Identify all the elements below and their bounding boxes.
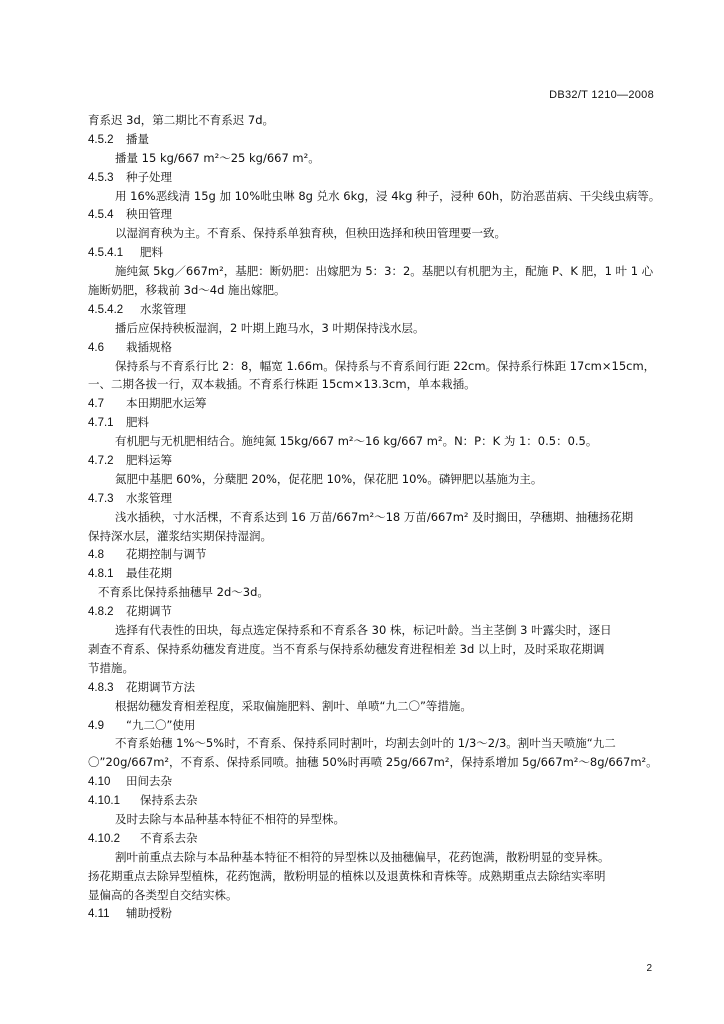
section-number: 4.7.1 xyxy=(88,417,114,430)
section-number: 4.7.3 xyxy=(88,492,114,505)
body-text-line: 以湿润育秧为主。不育系、保持系单独育秧，但秧田选择和秧田管理要一致。 xyxy=(115,226,506,241)
section-number: 4.5.4.2 xyxy=(88,303,124,316)
section-heading xyxy=(88,394,663,413)
section-title: 不育系去杂 xyxy=(140,830,198,845)
body-text-line: 保持深水层，灌浆结实期保持湿润。 xyxy=(88,528,272,543)
section-title: 播量 xyxy=(126,131,149,146)
section-heading xyxy=(88,829,663,848)
section-title: 田间去杂 xyxy=(126,774,172,789)
section-title: 种子处理 xyxy=(126,169,172,184)
body-text-line: 氮肥中基肥 60%，分蘖肥 20%，促花肥 10%，保花肥 10%。磷钾肥以基施为主。 xyxy=(115,471,543,486)
section-number: 4.11 xyxy=(88,908,110,921)
body-text-line: 施断奶肥，移栽前 3d～4d 施出嫁肥。 xyxy=(88,283,286,298)
body-text-line: 播后应保持秧板湿润，2 叶期上跑马水，3 叶期保持浅水层。 xyxy=(115,320,425,335)
section-number: 4.8.1 xyxy=(88,568,114,581)
section-heading xyxy=(88,564,663,583)
section-heading xyxy=(88,451,663,470)
section-number: 4.10.2 xyxy=(88,832,120,845)
section-number: 4.5.2 xyxy=(88,133,114,146)
section-number: 4.5.4 xyxy=(88,209,114,222)
section-title: 花期控制与调节 xyxy=(126,547,207,562)
section-title: 最佳花期 xyxy=(126,566,172,581)
section-title: “九二〇”使用 xyxy=(126,717,196,732)
section-number: 4.10 xyxy=(88,776,111,789)
section-heading xyxy=(88,772,663,791)
body-text-line: 施纯氮 5kg／667m²，基肥：断奶肥：出嫁肥为 5：3：2。基肥以有机肥为主，配施 P、K 肥，1 叶 1 心 xyxy=(115,264,654,279)
body-text-line: 〇”20g/667m²，不育系、保持系同喷。抽穗 50%时再喷 25g/667m²，保持系增加 5g/667m²～8g/667m²。 xyxy=(88,755,658,770)
section-title: 花期调节 xyxy=(126,604,172,619)
body-text-line: 根据幼穗发育相差程度，采取偏施肥料、割叶、单喷“九二〇”等措施。 xyxy=(115,698,472,713)
section-heading xyxy=(88,413,663,432)
body-text-line: 不育系比保持系抽穗早 2d～3d。 xyxy=(98,585,269,600)
section-title: 肥料 xyxy=(140,245,163,260)
body-text-line: 选择有代表性的田块，每点选定保持系和不育系各 30 株，标记叶龄。当主茎倒 3 叶露尖时，逐日 xyxy=(115,623,612,638)
section-heading xyxy=(88,678,663,697)
body-text-line: 一、二期各拔一行，双本栽插。不育系行株距 15cm×13.3cm，单本栽插。 xyxy=(88,377,476,392)
section-heading xyxy=(88,130,663,149)
section-heading xyxy=(88,602,663,621)
section-title: 本田期肥水运筹 xyxy=(126,396,207,411)
section-title: 水浆管理 xyxy=(140,301,186,316)
section-number: 4.5.3 xyxy=(88,171,114,184)
section-title: 花期调节方法 xyxy=(126,679,195,694)
body-text-line: 及时去除与本品种基本特征不相符的异型株。 xyxy=(115,811,345,826)
section-heading xyxy=(88,904,663,923)
body-text-line: 浅水插秧，寸水活棵，不育系达到 16 万苗/667m²～18 万苗/667m² 及时搁田，孕穗期、抽穗扬花期 xyxy=(115,509,634,524)
section-heading xyxy=(88,168,663,187)
body-text-line: 不育系始穗 1%～5%时，不育系、保持系同时割叶，均割去剑叶的 1/3～2/3。割叶当天喷施“九二 xyxy=(115,736,616,751)
section-number: 4.8 xyxy=(88,549,104,562)
body-text-line: 扬花期重点去除异型植株，花药饱满，散粉明显的植株以及退黄株和青株等。成熟期重点去除结实率明 xyxy=(88,868,606,883)
section-number: 4.5.4.1 xyxy=(88,247,124,260)
body-text-line: 节措施。 xyxy=(88,660,134,675)
standard-code: DB32/T 1210—2008 xyxy=(549,89,654,101)
section-number: 4.7 xyxy=(88,398,104,411)
section-number: 4.10.1 xyxy=(88,795,120,808)
body-text-line: 用 16%恶线清 15g 加 10%吡虫啉 8g 兑水 6kg，浸 4kg 种子，浸种 60h，防治恶苗病、干尖线虫病等。 xyxy=(115,188,661,203)
section-heading xyxy=(88,545,663,564)
section-title: 栽插规格 xyxy=(126,339,172,354)
section-title: 辅助授粉 xyxy=(126,906,172,921)
section-number: 4.8.2 xyxy=(88,606,114,619)
section-number: 4.6 xyxy=(88,341,104,354)
section-title: 肥料 xyxy=(126,415,149,430)
page-number: 2 xyxy=(646,963,652,974)
section-title: 肥料运筹 xyxy=(126,453,172,468)
section-heading xyxy=(88,300,663,319)
section-heading xyxy=(88,243,663,262)
section-title: 保持系去杂 xyxy=(140,793,198,808)
section-heading xyxy=(88,489,663,508)
body-text-line: 播量 15 kg/667 m²～25 kg/667 m²。 xyxy=(115,150,320,165)
body-text-line: 割叶前重点去除与本品种基本特征不相符的异型株以及抽穗偏早，花药饱满，散粉明显的变异株。 xyxy=(115,849,610,864)
section-number: 4.9 xyxy=(88,719,104,732)
section-heading xyxy=(88,716,663,735)
body-text-line: 有机肥与无机肥相结合。施纯氮 15kg/667 m²～16 kg/667 m²。N：P：K 为 1：0.5：0.5。 xyxy=(115,434,598,449)
body-text-line: 剥查不育系、保持系幼穗发育进度。当不育系与保持系幼穗发育进程相差 3d 以上时，及时采取花期调 xyxy=(88,641,605,656)
section-heading xyxy=(88,791,663,810)
section-heading xyxy=(88,338,663,357)
section-number: 4.8.3 xyxy=(88,681,114,694)
document-body xyxy=(88,111,663,923)
body-text-line: 保持系与不育系行比 2：8，幅宽 1.66m。保持系与不育系间行距 22cm。保持系行株距 17cm×15cm， xyxy=(115,358,656,373)
section-title: 水浆管理 xyxy=(126,490,172,505)
body-text-line: 育系迟 3d，第二期比不育系迟 7d。 xyxy=(88,113,275,127)
section-title: 秧田管理 xyxy=(126,207,172,222)
section-heading xyxy=(88,205,663,224)
section-number: 4.7.2 xyxy=(88,455,114,468)
body-text-line: 显偏高的各类型自交结实株。 xyxy=(88,887,238,902)
